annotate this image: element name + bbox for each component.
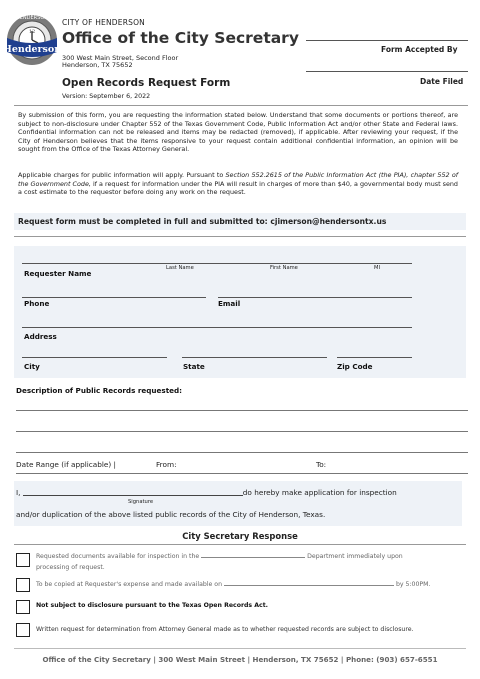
address-label: Address bbox=[24, 332, 57, 341]
state-field[interactable] bbox=[182, 357, 327, 358]
response-title: City Secretary Response bbox=[182, 531, 298, 541]
first-name-caption: First Name bbox=[270, 265, 298, 271]
zip-field[interactable] bbox=[337, 357, 412, 358]
declaration-prefix: I, bbox=[16, 488, 23, 497]
form-accepted-label: Form Accepted By bbox=[381, 45, 458, 54]
signature-caption: Signature bbox=[128, 499, 154, 505]
city-label: City bbox=[24, 362, 40, 371]
svg-text:12: 12 bbox=[28, 29, 36, 35]
response-option-1-part-c: processing of request. bbox=[36, 564, 105, 571]
requester-name-field[interactable] bbox=[22, 263, 412, 264]
city-label: CITY OF HENDERSON bbox=[62, 18, 145, 27]
footer-text: Office of the City Secretary | 300 West Main Street | Henderson, TX 75652 | Phone: (903) 657-6551 bbox=[42, 655, 438, 664]
description-line-2[interactable] bbox=[16, 431, 468, 432]
form-version: Version: September 6, 2022 bbox=[62, 93, 151, 100]
available-date-field[interactable] bbox=[224, 580, 394, 586]
city-field[interactable] bbox=[22, 357, 167, 358]
email-field[interactable] bbox=[218, 297, 412, 298]
response-option-2-part-b: by 5:00PM. bbox=[395, 581, 431, 588]
response-option-3-text: Not subject to disclosure pursuant to the Texas Open Records Act. bbox=[36, 602, 269, 609]
office-title: Office of the City Secretary bbox=[62, 29, 299, 47]
header-divider bbox=[14, 105, 468, 106]
intro-paragraph-2 bbox=[18, 171, 458, 197]
from-label: From: bbox=[156, 460, 177, 469]
last-name-caption: Last Name bbox=[166, 265, 194, 271]
phone-label: Phone bbox=[24, 299, 50, 308]
intro-paragraph-2-citation: Section 552.2615 of the Public Information Act (the PIA), chapter 552 of the Government Code, bbox=[18, 171, 458, 188]
response-checkbox-3[interactable] bbox=[16, 600, 30, 614]
to-label: To: bbox=[316, 460, 327, 469]
address-line-2: Henderson, TX 75652 bbox=[62, 61, 133, 69]
mi-caption: MI bbox=[374, 265, 381, 271]
svg-text:HENDERSON: HENDERSON bbox=[16, 15, 48, 21]
zip-label: Zip Code bbox=[337, 362, 373, 371]
phone-field[interactable] bbox=[22, 297, 206, 298]
response-option-1-part-a: Requested documents available for inspection in the bbox=[36, 553, 200, 560]
form-title: Open Records Request Form bbox=[62, 77, 231, 89]
intro-paragraph-2-part-1: Applicable charges for public information will apply. Pursuant to bbox=[18, 171, 226, 179]
address-line-1: 300 West Main Street, Second Floor bbox=[62, 54, 179, 62]
svg-text:Henderson: Henderson bbox=[5, 44, 59, 55]
submit-notice: Request form must be completed in full and submitted to: cjimerson@hendersontx.us bbox=[18, 217, 387, 226]
declaration-line-1 bbox=[16, 488, 397, 497]
requester-name-label: Requester Name bbox=[24, 269, 92, 278]
response-option-4 bbox=[16, 623, 466, 641]
date-filed-label: Date Filed bbox=[420, 77, 464, 86]
date-range-label: Date Range (if applicable) | bbox=[16, 460, 117, 469]
intro-paragraph-2-part-2: if a request for information under the PIA will result in charges of more than $40, a governmental body must send a cost estimate to the requestor before doing any work on the request. bbox=[18, 179, 458, 197]
intro-paragraph-1: By submission of this form, you are requesting the information stated below. Understand that some documents or portions thereof, are subject to non-disclosure under Chapter 552 of the Texas Government Code, Public Information Act and/or other State and Federal laws. Confidential information can not be released and items may be redacted (removed), if applicable. After reviewing your request, if the City of Henderson believes that the items responsive to your request contain additional confidential information, an opinion will be sought from the Office of the Texas Attorney General. bbox=[18, 111, 458, 154]
response-checkbox-2[interactable] bbox=[16, 578, 30, 592]
description-label: Description of Public Records requested: bbox=[16, 386, 183, 395]
response-option-1 bbox=[16, 551, 466, 573]
declaration-line-2: and/or duplication of the above listed public records of the City of Henderson, Texas. bbox=[16, 510, 326, 519]
response-checkbox-4[interactable] bbox=[16, 623, 30, 637]
city-seal bbox=[5, 12, 59, 70]
response-option-4-text: Written request for determination from Attorney General made as to whether requested records are subject to disclosure. bbox=[36, 626, 414, 633]
response-option-3 bbox=[16, 600, 466, 618]
description-line-3[interactable] bbox=[16, 452, 468, 453]
response-option-2 bbox=[16, 578, 466, 596]
description-line-1[interactable] bbox=[16, 410, 468, 411]
response-checkbox-1[interactable] bbox=[16, 553, 30, 567]
response-option-2-text bbox=[36, 580, 466, 588]
address-field[interactable] bbox=[22, 327, 412, 328]
response-option-1-text bbox=[36, 551, 466, 573]
department-field[interactable] bbox=[201, 552, 305, 558]
response-option-2-part-a: To be copied at Requester's expense and made available on bbox=[36, 581, 223, 588]
state-label: State bbox=[183, 362, 205, 371]
email-label: Email bbox=[218, 299, 241, 308]
form-accepted-field[interactable] bbox=[306, 71, 468, 72]
declaration-suffix: do hereby make application for inspection bbox=[242, 488, 397, 497]
response-option-1-part-b: Department immediately upon bbox=[307, 553, 403, 560]
signature-field[interactable] bbox=[23, 488, 243, 496]
